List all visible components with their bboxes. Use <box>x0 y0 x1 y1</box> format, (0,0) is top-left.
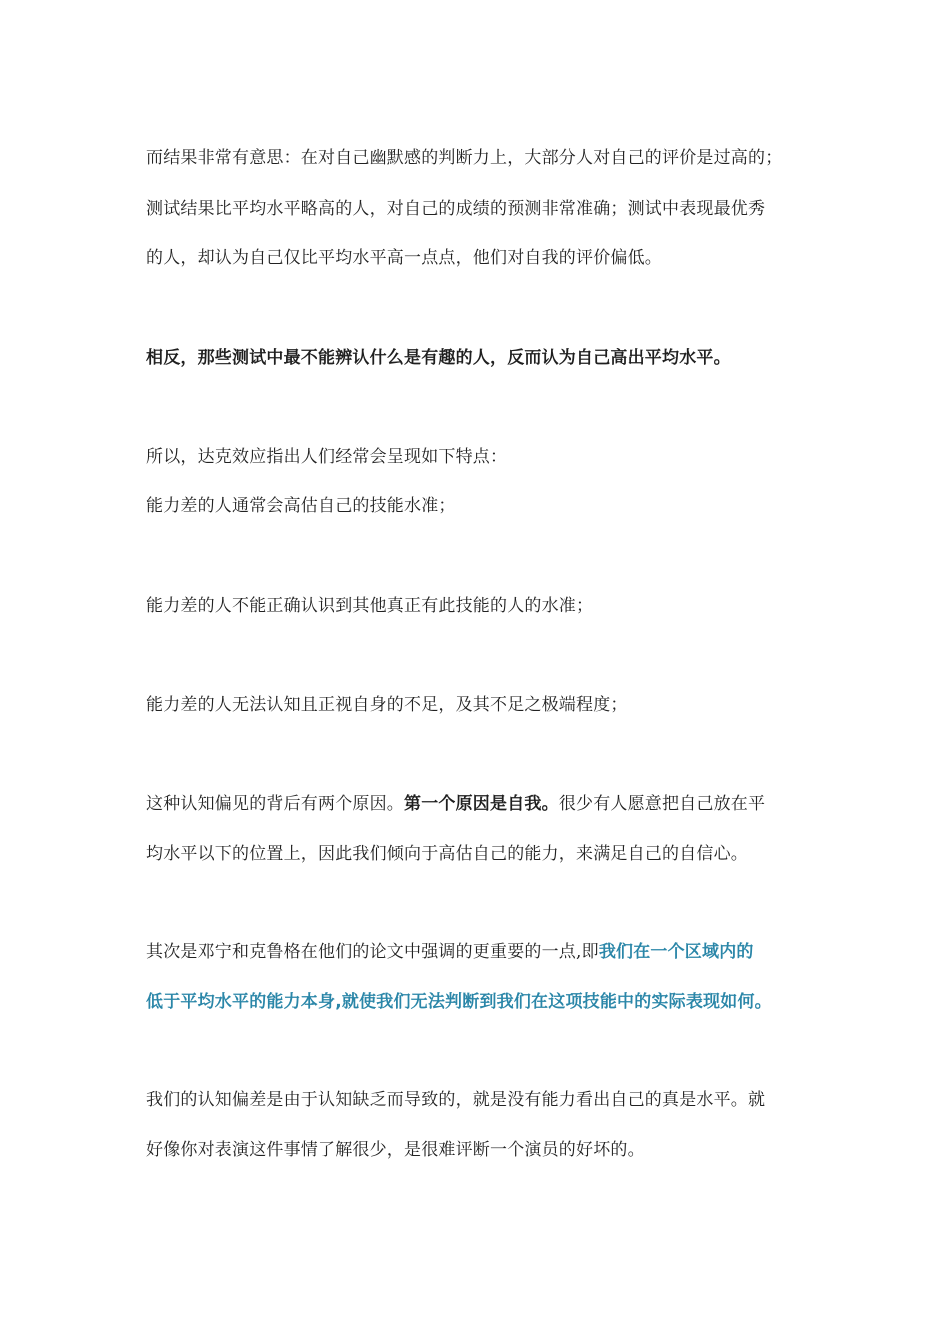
paragraph-1-line-2: 测试结果比平均水平略高的人，对自己的成绩的预测非常准确；测试中表现最优秀 <box>146 199 766 219</box>
paragraph-4-text-a: 这种认知偏见的背后有两个原因。 <box>146 794 404 814</box>
list-item-3: 能力差的人无法认知且正视自身的不足，及其不足之极端程度； <box>146 695 628 715</box>
list-item-1: 能力差的人通常会高估自己的技能水准； <box>146 496 456 516</box>
paragraph-1-line-3: 的人，却认为自己仅比平均水平高一点点，他们对自我的评价偏低。 <box>146 248 662 268</box>
paragraph-5-highlight-1: 我们在一个区域内的 <box>598 942 754 962</box>
paragraph-4-bold-phrase: 第一个原因是自我。 <box>404 794 559 814</box>
list-item-2: 能力差的人不能正确认识到其他真正有此技能的人的水准； <box>146 596 594 616</box>
paragraph-6-line-1: 我们的认知偏差是由于认知缺乏而导致的，就是没有能力看出自己的真是水平。就 <box>146 1090 766 1110</box>
paragraph-4-text-b: 很少有人愿意把自己放在平 <box>558 794 766 814</box>
paragraph-6-line-2: 好像你对表演这件事情了解很少，是很难评断一个演员的好坏的。 <box>146 1140 645 1160</box>
paragraph-4-line-1 <box>146 792 826 816</box>
paragraph-5-line-1 <box>146 940 826 964</box>
paragraph-1-line-1: 而结果非常有意思：在对自己幽默感的判断力上，大部分人对自己的评价是过高的； <box>146 148 783 168</box>
paragraph-4-line-2: 均水平以下的位置上，因此我们倾向于高估自己的能力，来满足自己的自信心。 <box>146 844 748 864</box>
paragraph-2-bold-line: 相反，那些测试中最不能辨认什么是有趣的人，反而认为自己高出平均水平。 <box>146 348 731 368</box>
paragraph-5-text-a: 其次是邓宁和克鲁格在他们的论文中强调的更重要的一点,即 <box>146 942 599 962</box>
paragraph-3-intro: 所以，达克效应指出人们经常会呈现如下特点： <box>146 447 508 467</box>
paragraph-5-highlight-2: 低于平均水平的能力本身,就使我们无法判断到我们在这项技能中的实际表现如何。 <box>146 992 772 1012</box>
